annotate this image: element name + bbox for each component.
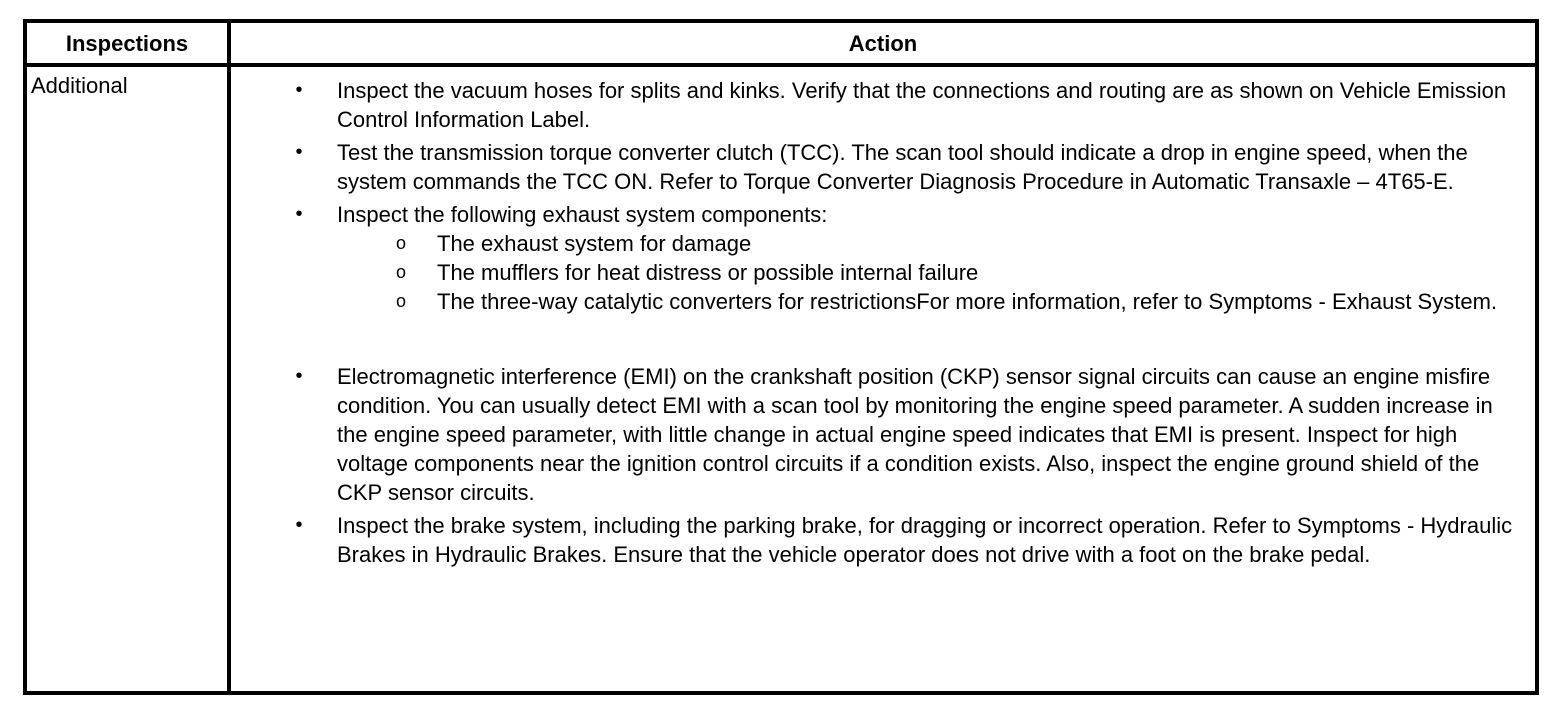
- action-text: Test the transmission torque converter clutch (TCC). The scan tool should indicate a drop in engine speed, when the system commands the TCC ON. Refer to Torque Converter Diagnosis Procedure in Automatic Transaxle – 4T65-E.: [337, 140, 1468, 194]
- action-text: Electromagnetic interference (EMI) on the crankshaft position (CKP) sensor signal circuits can cause an engine misfire condition. You can usually detect EMI with a scan tool by monitoring the engine speed parameter. A sudden increase in the engine speed parameter, with little change in actual engine speed indicates that EMI is present. Inspect for high voltage components near the ignition control circuits if a condition exists. Also, inspect the engine ground shield of the CKP sensor circuits.: [337, 364, 1493, 505]
- action-item: [231, 76, 1535, 134]
- action-text: Inspect the following exhaust system components:: [337, 202, 828, 227]
- action-item: [231, 511, 1535, 569]
- header-divider: [27, 63, 1535, 67]
- action-text: Inspect the brake system, including the parking brake, for dragging or incorrect operation. Refer to Symptoms - Hydraulic Brakes in Hydraulic Brakes. Ensure that the vehicle operator does not drive with a foot on the brake pedal.: [337, 513, 1513, 567]
- bullet-icon: •: [295, 365, 303, 387]
- action-item: [231, 138, 1535, 196]
- bullet-icon: •: [295, 79, 303, 101]
- header-inspections: Inspections: [65, 31, 189, 56]
- header-action: Action: [848, 31, 918, 56]
- sub-item-text: The exhaust system for damage: [437, 231, 752, 256]
- action-item: [231, 200, 1535, 316]
- sub-bullet-icon: o: [395, 262, 406, 282]
- sub-item-text: The mufflers for heat distress or possible internal failure: [437, 260, 979, 285]
- sub-list: [337, 229, 1519, 316]
- action-item: [231, 362, 1535, 507]
- sub-bullet-icon: o: [395, 233, 406, 253]
- sub-item: [337, 258, 1519, 287]
- inspection-cell: Additional: [31, 73, 128, 98]
- action-text: Inspect the vacuum hoses for splits and kinks. Verify that the connections and routing are as shown on Vehicle Emission Control Information Label.: [337, 78, 1507, 132]
- inspection-table: [23, 19, 1539, 695]
- sub-item: [337, 287, 1519, 316]
- bullet-icon: •: [295, 203, 303, 225]
- sub-item-text: The three-way catalytic converters for restrictionsFor more information, refer to Symptoms - Exhaust System.: [437, 289, 1498, 314]
- bullet-icon: •: [295, 514, 303, 536]
- spacer: [231, 320, 1535, 362]
- action-cell: [231, 76, 1535, 573]
- sub-item: [337, 229, 1519, 258]
- bullet-icon: •: [295, 141, 303, 163]
- sub-bullet-icon: o: [395, 291, 406, 311]
